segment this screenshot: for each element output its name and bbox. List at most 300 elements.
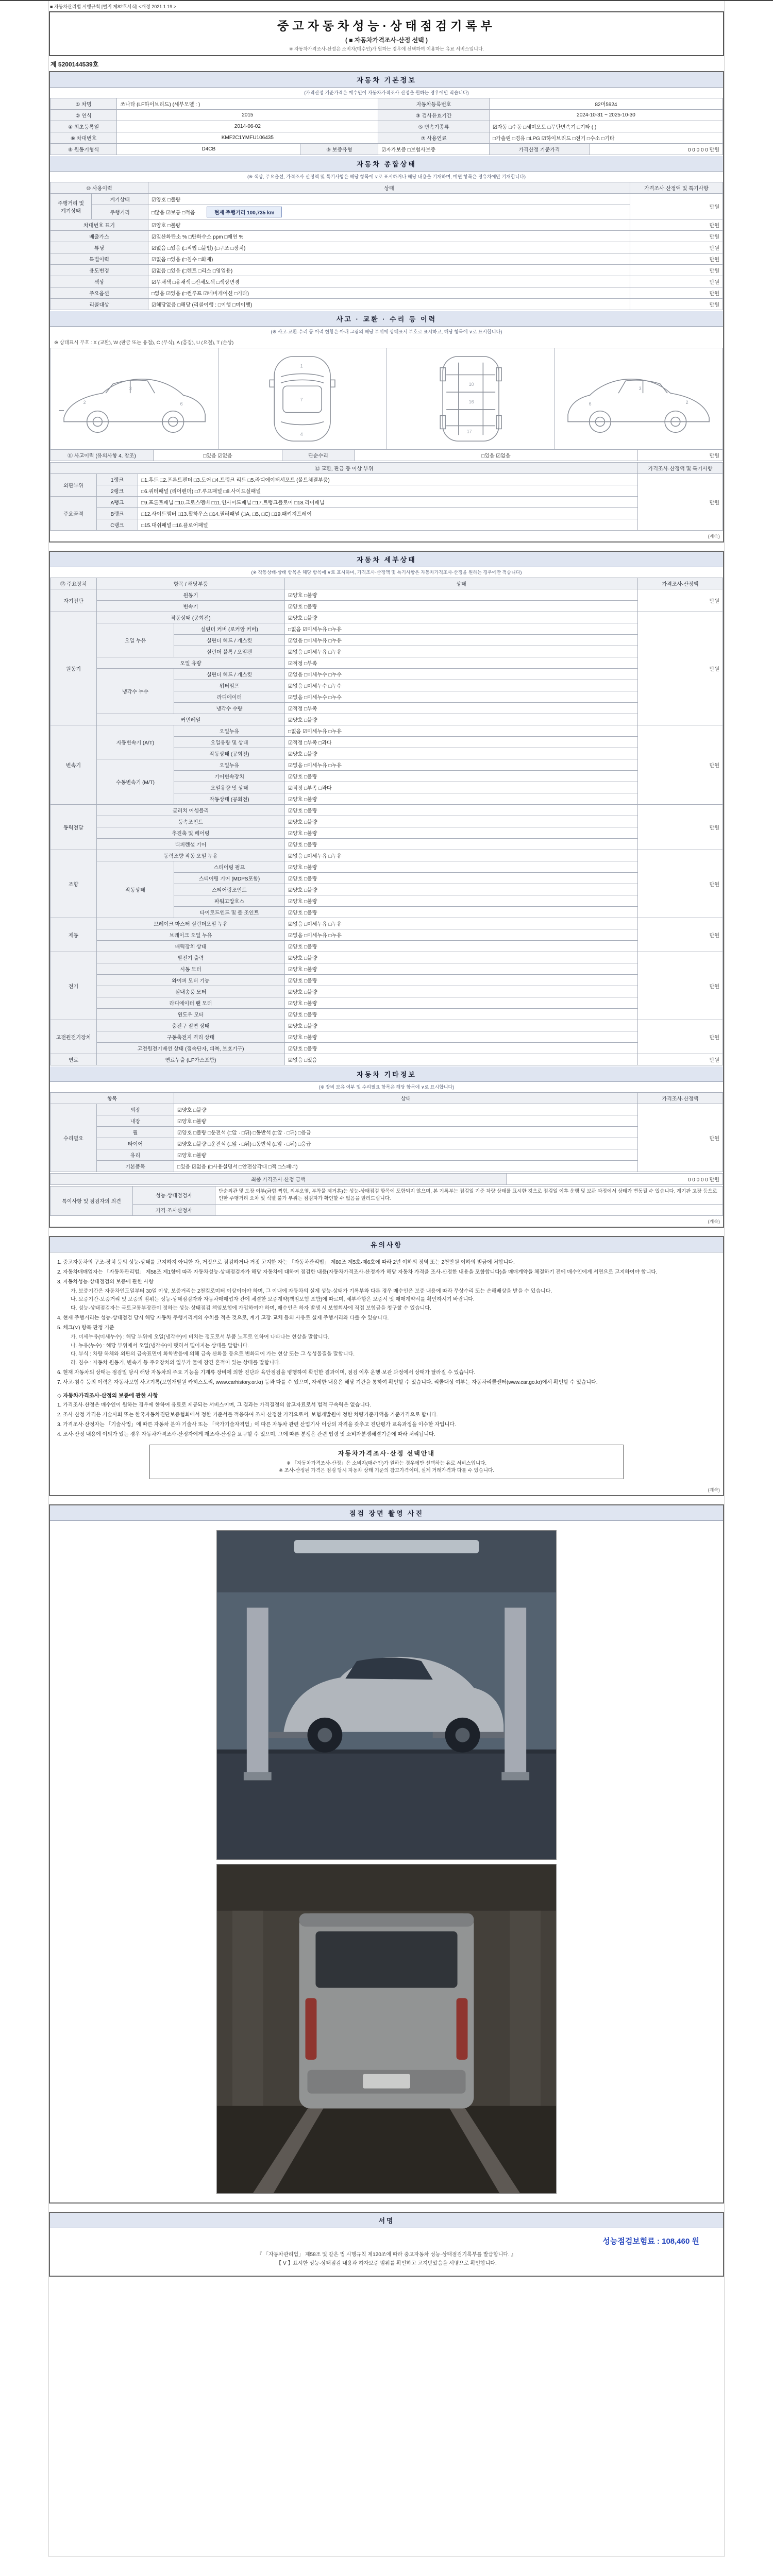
table-row [51, 714, 723, 725]
field-label: 자기진단 [51, 589, 97, 612]
table-row [51, 929, 723, 941]
checkbox-group[interactable]: ☑없음 □미세누유 □누유 [285, 646, 638, 657]
svg-text:10: 10 [468, 382, 474, 387]
field-value: D4CB [117, 144, 300, 155]
price-field: 만원 [630, 242, 723, 253]
checkbox-group[interactable]: ☑없음 □미세누유 □누유 [285, 929, 638, 941]
section-title-basic-info: 자동차 기본정보 [50, 72, 723, 88]
table-row [51, 1020, 723, 1031]
price-field: 만원 [638, 805, 723, 850]
field-label: 오일누유 [174, 759, 285, 771]
price-field: 만원 [630, 265, 723, 276]
car-side-right-svg [557, 350, 720, 447]
table-row [51, 986, 723, 997]
price-survey-select-title: 자동차가격조사·산정 선택안내 [338, 1450, 435, 1458]
field-label: 디퍼렌셜 기어 [97, 839, 285, 850]
field-label: C랭크 [97, 519, 138, 531]
field-label: ⑬ 주요장치 [51, 578, 97, 589]
field-value: 2015 [117, 110, 378, 121]
notice-item: 3. 자동차성능·상태점검의 보증에 관한 사항 [57, 1279, 154, 1285]
current-mileage-box: 현재 주행거리 100,735 km [207, 207, 282, 217]
field-label: 계기상태 [92, 194, 148, 205]
data-table [50, 1186, 723, 1216]
table-row [51, 578, 723, 589]
notice-item: 4. 조사·산정 내용에 이의가 있는 경우 자동차가격조사·산정자에게 재조사·산정을 요구할 수 있으며, 그에 따른 분쟁은 관련 법령 및 소비자분쟁해결기준에 따라 처리됩니다. [57, 1432, 435, 1438]
section-box-2 [49, 551, 724, 1228]
select-info-line: ※ 조사·산정된 가격은 점검 당시 자동차 상태 기준의 참고가격이며, 실제 거래가격과 다를 수 있습니다. [279, 1468, 494, 1474]
field-label: ⑥ 차대번호 [51, 132, 117, 144]
table-row [51, 1031, 723, 1043]
car-top-diagram [219, 348, 386, 449]
table-row [51, 918, 723, 929]
detail-note: (※ 작동상태·상태 항목은 해당 항목에 ∨로 표시하며, 가격조사·산정액 및 특기사항은 자동차가격조사·산정을 원하는 경우에만 적습니다) [251, 570, 522, 575]
svg-text:2: 2 [685, 399, 688, 405]
checkbox-group[interactable]: ☑없음 □미세누수 □누수 [285, 669, 638, 680]
checkbox-group[interactable]: ☑양호 □불량 □운전석 (□앞 · □뒤) □동반석 (□앞 · □뒤) □응급 [174, 1138, 638, 1149]
svg-text:17: 17 [466, 429, 472, 434]
notice-item: 1. 중고자동차의 구조·장치 등의 성능·상태를 고지하지 아니한 자, 거짓으로 점검하거나 거짓 고지한 자는 「자동차관리법」 제80조 제5호·제6호에 따라 2년 이하의 징역 또는 2천만원 이하의 벌금에 처합니다. [57, 1259, 515, 1265]
notice-subitem: 라. 침수 : 자동차 원동기, 변속기 등 주요장치의 일부가 물에 잠긴 흔적이 있는 상태를 말합니다. [71, 1360, 281, 1366]
field-label: 원동기 [97, 589, 285, 601]
notice-subitem: 가. 보증기간은 자동차인도일부터 30일 이상, 보증거리는 2천킬로미터 이상이어야 하며, 그 이내에 자동차의 실제 성능·상태가 기록부와 다른 경우 매수인은 보증 내용에 따라 무상수리 또는 손해배상을 받을 수 있습니다. [71, 1288, 552, 1294]
checkbox-group[interactable]: ☑양호 □불량 [285, 589, 638, 601]
table-row [51, 1009, 723, 1020]
notice-item: 7. 사고·침수 등의 이력은 자동차보험 사고기록(보험개발원 카히스토리, www.carhistory.or.kr) 등과 다를 수 있으며, 자세한 내용은 해당 기관을 통하여 확인할 수 있습니다. 리콜대상 여부는 자동차리콜센터(www.car.go.kr)에서 확인할 수 있습니다. [57, 1380, 598, 1386]
checkbox-group[interactable]: ☑양호 □불량 [285, 748, 638, 759]
data-table [50, 578, 723, 1065]
field-label: 변속기 [97, 601, 285, 612]
car-top-svg [221, 350, 384, 447]
price-field: 만원 [638, 1054, 723, 1065]
section-box-1 [49, 71, 724, 543]
notice-item: 5. 체크(∨) 항목 판정 기준 [57, 1325, 114, 1331]
field-label: 주요옵션 [51, 287, 148, 299]
table-row [51, 485, 723, 497]
checkbox-group[interactable]: ☑양호 □불량 [285, 975, 638, 986]
car-underbody-svg [389, 350, 552, 447]
inspection-insurance-fee [58, 2232, 715, 2250]
field-label: 연료 [51, 1054, 97, 1065]
checkbox-group[interactable]: ☑양호 □불량 [285, 952, 638, 963]
field-label: 특이사항 및 점검자의 의견 [51, 1187, 133, 1216]
table-row [51, 508, 723, 519]
price-field: 만원 [638, 474, 723, 531]
price-field: 만원 [638, 612, 723, 725]
checkbox-group[interactable]: ☑적정 □부족 [285, 657, 638, 669]
checkbox-group[interactable]: ☑없음 □미세누유 □누유 [285, 635, 638, 646]
notices-body [50, 1252, 723, 1485]
field-label: 등속조인트 [97, 816, 285, 827]
table-row [51, 1138, 723, 1149]
field-label: 라디에이터 [174, 691, 285, 703]
svg-text:2: 2 [83, 399, 86, 405]
checkbox-group[interactable]: ☑양호 □불량 □운전석 (□앞 · □뒤) □동반석 (□앞 · □뒤) □응급 [174, 1127, 638, 1138]
inspection-photo-lift [216, 1530, 557, 1860]
table-row [51, 287, 723, 299]
table-row [51, 850, 723, 861]
field-label: 냉각수 누수 [97, 669, 174, 714]
price-field: 만원 [630, 253, 723, 265]
notice-subitem: 다. 부식 : 차량 하체와 외판의 금속표면이 화학반응에 의해 금속 산화물 등으로 변화되어 가는 현상 또는 그 생성물질을 말합니다. [71, 1351, 355, 1358]
checkbox-group[interactable]: ☑양호 □불량 [285, 907, 638, 918]
field-label: ④ 최초등록일 [51, 121, 117, 132]
checkbox-group[interactable]: ☑양호 □불량 [285, 839, 638, 850]
price-survey-note: ※ 자동차가격조사·산정은 소비자(매수인)가 원하는 경우에 선택하여 이용하는 유료 서비스입니다. [289, 46, 484, 52]
form-reference: ■ 자동차관리법 시행규칙 [별지 제82호서식] <개정 2021.1.19.> [50, 4, 176, 9]
checkbox-group[interactable]: □6.쿼터패널 (리어펜더) □7.루프패널 □8.사이드실패널 [138, 485, 638, 497]
checkbox-group[interactable]: ☑자가보증 □보험사보증 [378, 144, 490, 155]
table-row [51, 205, 723, 219]
table-row [51, 219, 723, 231]
checkbox-group[interactable]: ☑해당없음 □해당 (리콜이행 : □이행 □미이행) [148, 299, 630, 310]
field-label: 브레이크 오일 누유 [97, 929, 285, 941]
checkbox-group[interactable]: ☑양호 □불량 [285, 714, 638, 725]
checkbox-group[interactable]: □9.프론트패널 □10.크로스멤버 □11.인사이드패널 □17.트렁크플로어 □18.리어패널 [138, 497, 638, 508]
price-guarantee-title: ◇ 자동차가격조사·산정의 보증에 관한 사항 [57, 1393, 158, 1399]
field-value: 단순외관 및 도장 여부(긁힘·찍힘, 외부오염, 부착물 제거흔)는 성능·상태점검 항목에 포함되지 않으며, 본 기록부는 점검일 기준 차량 상태를 표시한 것으로 점검일 이후 운행 및 보관 과정에서 상태가 변동될 수 있습니다. 계기판 고장 등으로 인한 주행거리 오차 및 식별 불가 부위는 점검자가 확인할 수 없음을 알려드립니다. [215, 1187, 723, 1205]
checkbox-group[interactable]: ☑양호 □불량 [285, 861, 638, 873]
field-label: ① 차명 [51, 98, 117, 110]
inspector-opinion-table [50, 1186, 723, 1216]
photo-area [50, 1521, 723, 2201]
checkbox-group[interactable]: ☑양호 □불량 [285, 1009, 638, 1020]
price-field: 만원 [638, 589, 723, 612]
checkbox-group[interactable]: ☑없음 □미세누유 □누유 [285, 850, 638, 861]
final-price-table [50, 1173, 723, 1185]
table-row [51, 242, 723, 253]
checkbox-group[interactable]: ☑적정 □부족 □과다 [285, 737, 638, 748]
field-label: ⑦ 사용연료 [378, 132, 490, 144]
checkbox-group[interactable]: □1.후드 □2.프론트펜더 □3.도어 □4.트렁크 리드 □5.라디에이터서포트 (볼트체결부품) [138, 474, 638, 485]
accident-history-note: (※ 사고·교환·수리 등 이력 현황은 아래 그림의 해당 부위에 상태표시 부호로 표시하고, 해당 항목에 ∨로 표시합니다) [271, 329, 502, 334]
notice-subitem: 가. 미세누유(미세누수) : 해당 부위에 오일(냉각수)이 비치는 정도로서 부품 노후로 인하여 나타나는 현상을 말합니다. [71, 1334, 330, 1341]
field-label: 가격산정 기준가격 [489, 144, 589, 155]
notice-list [57, 1259, 716, 1387]
price-field: 만원 [638, 918, 723, 952]
detail-condition-table [50, 578, 723, 1065]
field-label: 추진축 및 베어링 [97, 827, 285, 839]
checkbox-group[interactable]: ☑적정 □부족 [285, 703, 638, 714]
price-field: 만원 [630, 194, 723, 219]
field-value: 2024-10-31 ~ 2025-10-30 [489, 110, 722, 121]
checkbox-group[interactable]: ☑양호 □불량 [285, 986, 638, 997]
field-label: 작동상태 [97, 861, 174, 918]
checkbox-group[interactable]: ☑양호 □불량 [285, 793, 638, 805]
table-row [51, 1054, 723, 1065]
table-row [51, 110, 723, 121]
table-row [51, 839, 723, 850]
checkbox-group[interactable]: ☑일산화탄소 % □탄화수소 ppm □매연 % [148, 231, 630, 242]
table-row [51, 1161, 723, 1172]
field-label: 라디에이터 팬 모터 [97, 997, 285, 1009]
field-label: 스티어링조인트 [174, 884, 285, 895]
checkbox-group[interactable]: ☑없음 □있음 (□렌트 □리스 □영업용) [148, 265, 630, 276]
field-label: 배력장치 상태 [97, 941, 285, 952]
table-row [51, 861, 723, 873]
section-title-overall-condition: 자동차 종합상태 [50, 156, 723, 172]
field-label: 오일 유량 [97, 657, 285, 669]
price-field: 만원 [630, 287, 723, 299]
panel-rank-table [50, 462, 723, 531]
checkbox-group[interactable]: □많음 ☑보통 □적음 현재 주행거리 100,735 km [148, 205, 630, 219]
notice-subitem: 나. 누유(누수) : 해당 부위에서 오일(냉각수)이 맺혀서 떨어지는 상태를 말합니다. [71, 1343, 249, 1349]
field-label: 주행거리 및 계기상태 [51, 194, 92, 219]
checkbox-group[interactable]: ☑양호 □불량 [285, 884, 638, 895]
checkbox-group[interactable]: □없음 ☑미세누유 □누유 [285, 623, 638, 635]
checkbox-group[interactable]: ☑없음 □미세누유 □누유 [285, 759, 638, 771]
field-label: 실린더 커버 (로커암 커버) [174, 623, 285, 635]
table-row [51, 474, 723, 485]
continued-label: (계속) [708, 1218, 720, 1224]
field-label: ⑤ 변속기종류 [378, 121, 490, 132]
section-title-photos: 점검 장면 촬영 사진 [50, 1505, 723, 1521]
inspection-photo-rear [216, 1864, 557, 2194]
field-label: 파워고압호스 [174, 895, 285, 907]
table-row [51, 253, 723, 265]
price-field: 만원 [638, 952, 723, 1020]
field-label: 원동기 [51, 612, 97, 725]
field-label: 작동상태 (공회전) [97, 612, 285, 623]
field-label: 동력조향 작동 오일 누유 [97, 850, 285, 861]
checkbox-group[interactable]: ☑양호 □불량 [285, 827, 638, 839]
field-label: 오일 누유 [97, 623, 174, 657]
car-side-left-diagram [51, 348, 219, 449]
checkbox-group[interactable]: ☑없음 □있음 (□침수 □화재) [148, 253, 630, 265]
table-row [51, 519, 723, 531]
price-field: 만원 [630, 219, 723, 231]
checkbox-group[interactable]: ☑양호 □불량 [285, 612, 638, 623]
checkbox-group[interactable]: ☑양호 □불량 [285, 1043, 638, 1054]
price-field: 만원 [630, 231, 723, 242]
field-label: 브레이크 마스터 실린더오일 누유 [97, 918, 285, 929]
price-field: 만원 [638, 450, 723, 461]
field-label: 주행거리 [92, 205, 148, 219]
checkbox-group[interactable]: ☑없음 □있음 (□적법 □불법) (□구조 □장치) [148, 242, 630, 253]
data-table [50, 462, 723, 531]
field-label: 항목 / 해당부품 [97, 578, 285, 589]
car-side-left-svg [53, 350, 216, 447]
signature-statement-2: 【 V 】표시한 성능·상태점검 내용과 하자보증 범위를 확인하고 고지받았음을 서명으로 확인합니다. [276, 2260, 497, 2266]
checkbox-group[interactable]: ☑양호 □불량 [285, 1031, 638, 1043]
data-table [50, 449, 723, 461]
checkbox-group[interactable]: ☑적정 □부족 □과다 [285, 782, 638, 793]
field-label: 제동 [51, 918, 97, 952]
checkbox-group[interactable]: □없음 ☑미세누유 □누유 [285, 725, 638, 737]
table-row [51, 759, 723, 771]
table-row [51, 1149, 723, 1161]
field-label: 가격조사·산정액 및 특기사항 [630, 182, 723, 194]
table-row [51, 98, 723, 110]
field-label: 실린더 블록 / 오일팬 [174, 646, 285, 657]
checkbox-group[interactable]: ☑양호 □불량 [285, 771, 638, 782]
table-row [51, 963, 723, 975]
document-title: 중고자동차성능·상태점검기록부 [277, 19, 496, 32]
notice-item: 6. 현재 자동차의 상태는 점검일 당시 해당 자동차의 주요 기능을 기계류 장비에 의한 진단과 육안점검을 병행하여 확인한 결과이며, 점검 이후 운행·보관 과정에서 상태가 달라질 수 있습니다. [57, 1370, 476, 1376]
table-row [51, 231, 723, 242]
checkbox-group[interactable]: ☑양호 □불량 [285, 963, 638, 975]
field-label: 가격·조사산정자 [133, 1204, 215, 1215]
field-label: 색상 [51, 276, 148, 287]
table-row [51, 601, 723, 612]
field-label: 타이로드엔드 및 볼 조인트 [174, 907, 285, 918]
table-row [51, 1043, 723, 1054]
field-label: ③ 검사유효기간 [378, 110, 490, 121]
checkbox-group[interactable]: □있음 ☑없음 [355, 450, 638, 461]
field-label: 구동축전지 격리 상태 [97, 1031, 285, 1043]
svg-text:3: 3 [638, 386, 642, 392]
field-value: 82머5924 [489, 98, 722, 110]
accident-flag-table [50, 449, 723, 461]
checkbox-group[interactable]: □가솔린 □경유 □LPG ☑하이브리드 □전기 □수소 □기타 [489, 132, 722, 144]
field-label: 자동차등록번호 [378, 98, 490, 110]
table-row [51, 827, 723, 839]
checkbox-group[interactable]: ☑자동 □수동 □세미오토 □무단변속기 □기타 ( ) [489, 121, 722, 132]
section-box-notices [49, 1236, 724, 1496]
table-row [51, 1187, 723, 1205]
svg-text:4: 4 [300, 432, 303, 437]
price-field: 0 0 0 0 0 만원 [590, 144, 723, 155]
checkbox-group[interactable]: ☑양호 □불량 [174, 1115, 638, 1127]
field-label: 작동상태 (공회전) [174, 793, 285, 805]
section-title-etc: 자동차 기타정보 [50, 1066, 723, 1082]
field-label: 리콜대상 [51, 299, 148, 310]
field-label: 충전구 절연 상태 [97, 1020, 285, 1031]
svg-text:16: 16 [468, 399, 474, 404]
field-label: 내장 [97, 1115, 174, 1127]
field-label: 클러치 어셈블리 [97, 805, 285, 816]
checkbox-group[interactable]: ☑양호 □불량 [285, 816, 638, 827]
field-label: ⑩ 사용이력 [51, 182, 148, 194]
field-label: 발전기 출력 [97, 952, 285, 963]
table-row [51, 299, 723, 310]
field-label: 상태 [174, 1093, 638, 1104]
checkbox-group[interactable]: ☑없음 □미세누수 □누수 [285, 691, 638, 703]
table-row [51, 1174, 723, 1185]
field-label: 커먼레일 [97, 714, 285, 725]
checkbox-group[interactable]: ☑없음 □미세누수 □누수 [285, 680, 638, 691]
field-label: 가격조사·산정액 및 특기사항 [638, 463, 723, 474]
checkbox-group[interactable]: ☑무채색 □유채색 □전체도색 □색상변경 [148, 276, 630, 287]
checkbox-group[interactable]: ☑양호 □불량 [285, 941, 638, 952]
table-row [51, 657, 723, 669]
continued-label: (계속) [708, 1487, 720, 1493]
continued-label: (계속) [708, 534, 720, 539]
checkbox-group[interactable]: ☑양호 □불량 [174, 1149, 638, 1161]
table-row [51, 941, 723, 952]
field-label: 오일유량 및 상태 [174, 737, 285, 748]
table-row [51, 194, 723, 205]
svg-text:3: 3 [129, 386, 132, 392]
field-label: ⑧ 원동기형식 [51, 144, 117, 155]
checkbox-group[interactable]: ☑양호 □불량 [174, 1104, 638, 1115]
table-row [51, 805, 723, 816]
checkbox-group[interactable]: □없음 ☑있음 (□썬루프 ☑네비게이션 □기타) [148, 287, 630, 299]
notice-item: 2. 조사·산정 가격은 기술사회 또는 한국자동차진단보증협회에서 정한 기준서를 적용하여 조사·산정한 가격으로서, 보험개발원이 정한 차량기준가액을 기준가격으로 합니다. [57, 1412, 438, 1418]
table-row [51, 121, 723, 132]
field-label: 2랭크 [97, 485, 138, 497]
field-label: 유리 [97, 1149, 174, 1161]
table-row [51, 997, 723, 1009]
field-value: 2014-06-02 [117, 121, 378, 132]
table-row [51, 144, 723, 155]
checkbox-group[interactable]: □12.사이드멤버 □13.휠하우스 □14.필러패널 (□A, □B, □C) □19.패키지트레이 [138, 508, 638, 519]
field-label: 가격조사·산정액 [638, 1093, 723, 1104]
car-underbody-diagram [387, 348, 555, 449]
notice-item: 2. 자동차매매업자는 「자동차관리법」 제58조 제1항에 따라 자동차성능·상태점검자가 해당 자동차에 대하여 점검한 내용(자동차가격조사·산정자가 해당 자동차 가격을 조사·산정한 내용을 포함합니다)을 매매계약을 체결하기 전에 매수인에게 서면으로 고지하여야 합니다. [57, 1269, 658, 1275]
field-label: 냉각수 수량 [174, 703, 285, 714]
damage-code-legend: ※ 상태표시 부호 : X (교환), W (판금 또는 용접), C (부식), A (흠집), U (요철), T (손상) [54, 340, 234, 346]
section-title-accident-history: 사고 · 교환 · 수리 등 이력 [50, 311, 723, 327]
field-label: 특별이력 [51, 253, 148, 265]
checkbox-group[interactable]: ☑없음 □미세누유 □누유 [285, 918, 638, 929]
price-survey-select[interactable]: ( ■ 자동차가격조사·산정 선택 ) [345, 37, 428, 44]
checkbox-group[interactable]: ☑양호 □불량 [148, 219, 630, 231]
table-row [51, 276, 723, 287]
table-row [51, 497, 723, 508]
table-row [51, 1204, 723, 1215]
checkbox-group[interactable]: ☑양호 □불량 [285, 601, 638, 612]
checkbox-group[interactable]: □있음 ☑없음 (□사용설명서 □안전삼각대 □잭 □스패너) [174, 1161, 638, 1172]
table-row [51, 589, 723, 601]
price-field: 만원 [630, 276, 723, 287]
data-table [50, 98, 723, 155]
field-label: 자동변속기 (A/T) [97, 725, 174, 759]
field-label: 작동상태 (공회전) [174, 748, 285, 759]
field-label: 기어변속장치 [174, 771, 285, 782]
field-label: 스티어링 기어 (MDPS포함) [174, 873, 285, 884]
field-label: 1랭크 [97, 474, 138, 485]
field-label: 상태 [285, 578, 638, 589]
checkbox-group[interactable]: ☑없음 □있음 [285, 1054, 638, 1065]
table-row [51, 182, 723, 194]
checkbox-group[interactable]: □있음 ☑없음 [154, 450, 282, 461]
price-field: 만원 [638, 725, 723, 805]
field-label: 와이퍼 모터 기능 [97, 975, 285, 986]
table-row [51, 612, 723, 623]
field-label: 실린더 헤드 / 개스킷 [174, 669, 285, 680]
checkbox-group[interactable]: ☑양호 □불량 [285, 805, 638, 816]
checkbox-group[interactable]: ☑양호 □불량 [148, 194, 630, 205]
checkbox-group[interactable]: ☑양호 □불량 [285, 873, 638, 884]
price-field: 0 0 0 0 0 만원 [507, 1174, 723, 1185]
field-label: 상태 [148, 182, 630, 194]
field-value: 쏘나타 (LF하이브리드) (세부모델 : ) [117, 98, 378, 110]
overall-condition-note: (※ 색상, 주요옵션, 가격조사·산정액 및 특기사항은 해당 항목에 ∨로 표시하거나 해당 내용을 기재하며, 매연 항목은 경유차에만 기재합니다) [247, 174, 526, 179]
checkbox-group[interactable]: ☑양호 □불량 [285, 997, 638, 1009]
table-row [51, 1104, 723, 1115]
field-label: 배출가스 [51, 231, 148, 242]
field-label: 휠 [97, 1127, 174, 1138]
field-label: ⑨ 보증유형 [300, 144, 378, 155]
document-sheet [48, 1, 725, 2556]
etc-note: (※ 장비 보유 여부 및 수리필요 항목은 해당 항목에 ∨로 표시합니다) [318, 1084, 455, 1090]
car-side-right-diagram [555, 348, 722, 449]
table-row [51, 1127, 723, 1138]
checkbox-group[interactable]: ☑양호 □불량 [285, 895, 638, 907]
table-row [51, 669, 723, 680]
checkbox-group[interactable]: □15.대쉬패널 □16.플로어패널 [138, 519, 638, 531]
field-label: 수리필요 [51, 1104, 97, 1172]
select-info-line: ※ 「자동차가격조사·산정」은 소비자(매수인)가 원하는 경우에만 선택하는 유료 서비스입니다. [287, 1461, 486, 1467]
price-field: 만원 [638, 850, 723, 918]
field-label: 오일유량 및 상태 [174, 782, 285, 793]
field-label: 성능·상태점검자 [133, 1187, 215, 1205]
checkbox-group[interactable]: ☑양호 □불량 [285, 1020, 638, 1031]
field-label: ⑪ 사고이력 (유의사항 4. 참조) [51, 450, 154, 461]
fee-label: 성능점검보험료 : [602, 2236, 660, 2246]
field-label: 주요골격 [51, 497, 97, 531]
notice-item: 4. 현재 주행거리는 성능·상태점검 당시 해당 자동차 주행거리계의 수치를 적은 것으로, 계기 고장·교체 등의 사유로 실제 주행거리와 다를 수 있습니다. [57, 1315, 389, 1321]
